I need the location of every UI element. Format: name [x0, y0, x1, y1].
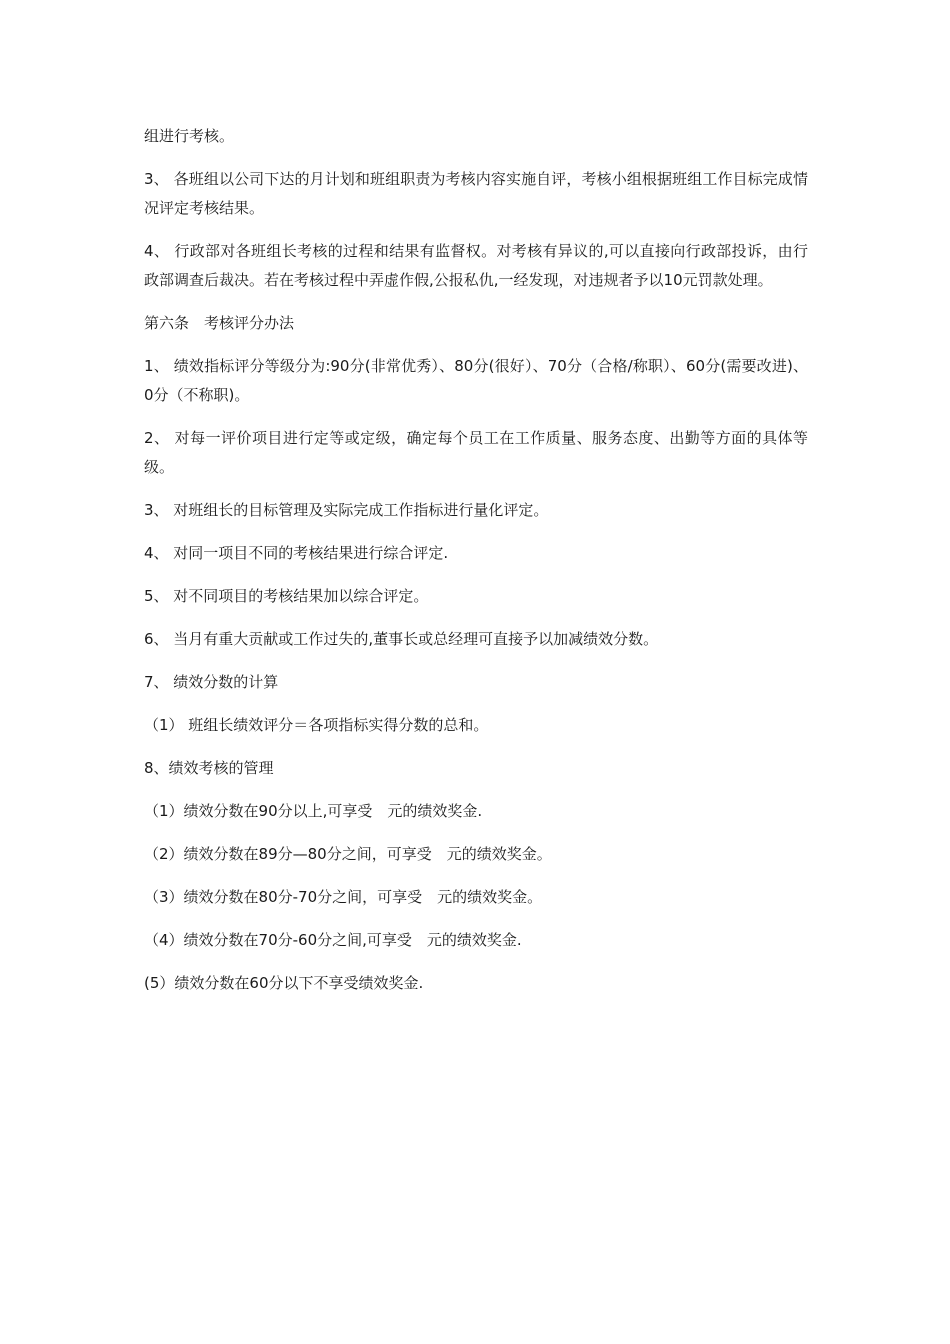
- paragraph-item-2-rating: 2、 对每一评价项目进行定等或定级，确定每个员工在工作质量、服务态度、出勤等方面的具体等级。: [144, 429, 808, 476]
- paragraph-item-6-adjustment: 6、 当月有重大贡献或工作过失的,董事长或总经理可直接予以加减绩效分数。: [144, 630, 659, 648]
- paragraph-item-3-self-evaluation: 3、 各班组以公司下达的月计划和班组职责为考核内容实施自评，考核小组根据班组工作目标完成情况评定考核结果。: [144, 170, 808, 217]
- paragraph-continuation: 组进行考核。: [144, 127, 235, 145]
- paragraph-bonus-tier-2: （2）绩效分数在89分—80分之间，可享受 元的绩效奖金。: [144, 845, 552, 863]
- paragraph-bonus-tier-5: (5）绩效分数在60分以下不享受绩效奖金.: [144, 974, 424, 992]
- document-body: [144, 122, 808, 1012]
- paragraph-sub-item-1-score-sum: （1） 班组长绩效评分＝各项指标实得分数的总和。: [144, 716, 489, 734]
- paragraph-item-4-supervision: 4、 行政部对各班组长考核的过程和结果有监督权。对考核有异议的,可以直接向行政部投诉，由行政部调查后裁决。若在考核过程中弄虚作假,公报私仇,一经发现，对违规者予以10元罚款处理。: [144, 242, 808, 289]
- paragraph-bonus-tier-4: （4）绩效分数在70分-60分之间,可享受 元的绩效奖金.: [144, 931, 522, 949]
- paragraph-item-4-same-item: 4、 对同一项目不同的考核结果进行综合评定.: [144, 544, 449, 562]
- section-heading-article-6: 第六条 考核评分办法: [144, 314, 295, 332]
- paragraph-item-1-grade-levels: 1、 绩效指标评分等级分为:90分(非常优秀）、80分(很好）、70分（合格/称职）、60分(需要改进)、0分（不称职)。: [144, 357, 808, 404]
- paragraph-item-5-different-items: 5、 对不同项目的考核结果加以综合评定。: [144, 587, 429, 605]
- paragraph-bonus-tier-1: （1）绩效分数在90分以上,可享受 元的绩效奖金.: [144, 802, 483, 820]
- paragraph-item-8-management: 8、绩效考核的管理: [144, 759, 274, 777]
- paragraph-item-3-quantified: 3、 对班组长的目标管理及实际完成工作指标进行量化评定。: [144, 501, 549, 519]
- paragraph-bonus-tier-3: （3）绩效分数在80分-70分之间，可享受 元的绩效奖金。: [144, 888, 543, 906]
- paragraph-item-7-calculation: 7、 绩效分数的计算: [144, 673, 279, 691]
